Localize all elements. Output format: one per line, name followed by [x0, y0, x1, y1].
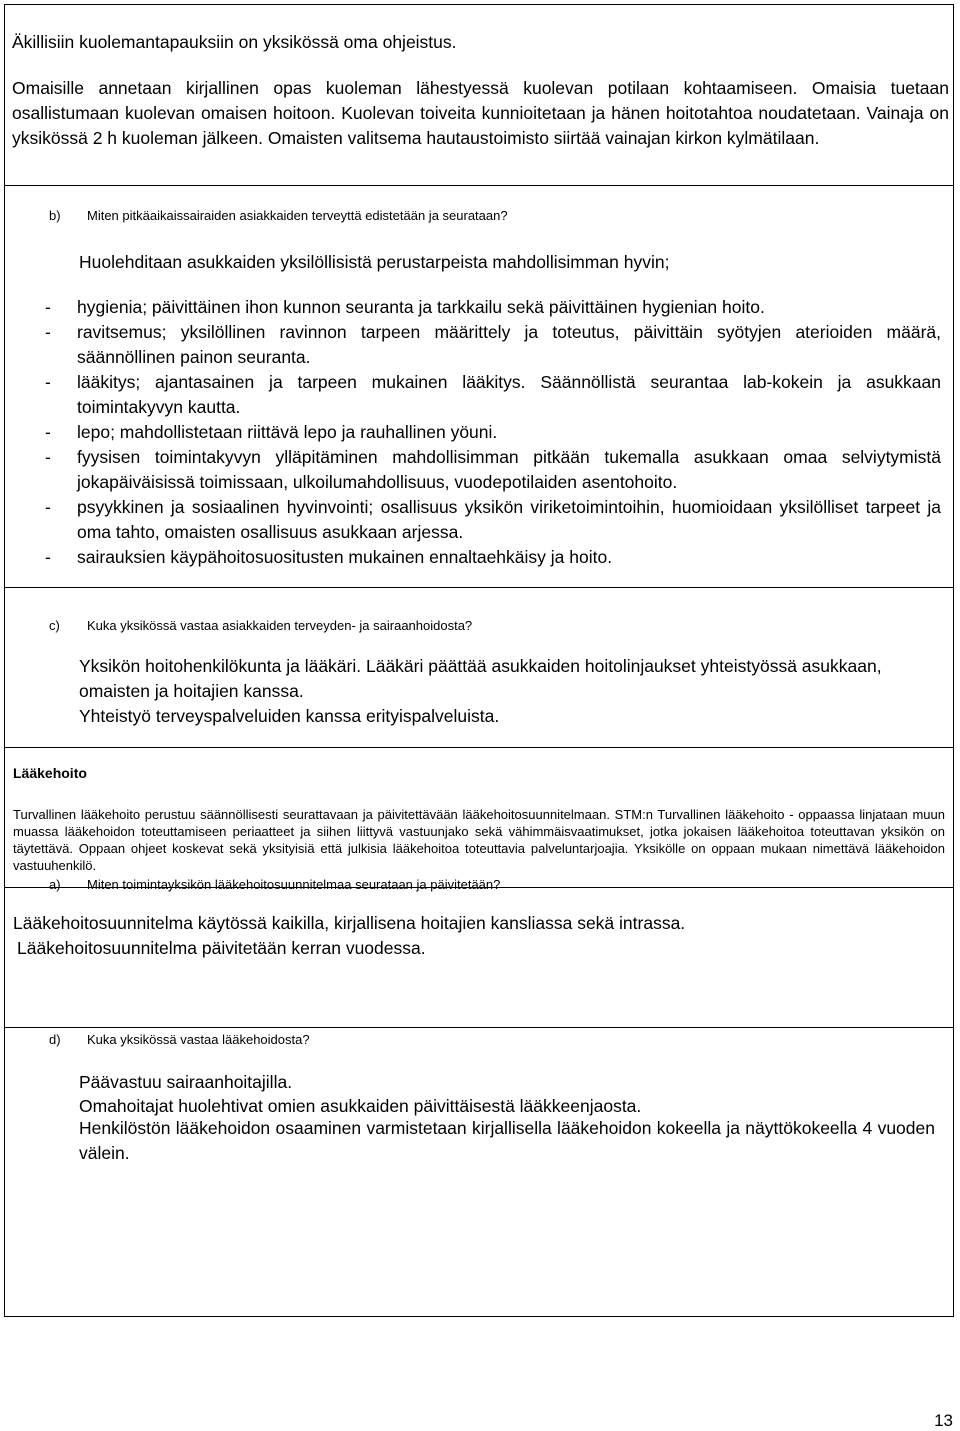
list-item: - lääkitys; ajantasainen ja tarpeen mukainen lääkitys. Säännöllistä seurantaa lab-kokein ja asukkaan toimintakyvyn kautta. [45, 372, 941, 417]
section-medication [4, 747, 954, 887]
list-item: - fyysisen toimintakyvyn ylläpitäminen mahdollisimman pitkään tukemalla asukkaan omaa selviytymistä jokapäiväisissä toimissaan, ulkoilumahdollisuus, vuodepotilaiden asentohoito. [45, 447, 941, 492]
answer-paragraph-3: Henkilöstön lääkehoidon osaaminen varmistetaan kirjallisella lääkehoidon kokeella ja näyttökokeella 4 vuoden välein. [79, 1118, 935, 1163]
section-medication-plan [4, 877, 954, 1027]
question-letter: c) [49, 618, 60, 633]
section-medication-responsibility [4, 1027, 954, 1317]
answer-paragraph-1: Yksikön hoitohenkilökunta ja lääkäri. Lääkäri päättää asukkaiden hoitolinjaukset yhteistyössä asukkaan, omaisten ja hoitajien kanssa. [79, 656, 882, 701]
answer-paragraph-1: Lääkehoitosuunnitelma käytössä kaikilla, kirjallisena hoitajien kansliassa sekä intrassa. [13, 913, 686, 933]
section-health-responsibility [4, 587, 954, 747]
medication-paragraph: Turvallinen lääkehoito perustuu säännöllisesti seurattavaan ja päivitettävään lääkehoitosuunnitelmaan. STM:n Turvallinen lääkehoito - oppaassa linjataan muun muassa lääkehoidon toteuttamiseen periaatteet ja siihen liittyvä vastuunjako sekä vähimmäisvaatimukset, jotka jokaisen lääkehoitoa toteuttavan yksikön on täytettävä. Oppaan ohjeet koskevat sekä yksityisiä että julkisia lääkehoitoa toteuttavia palveluntarjoajia. Yksikölle on oppaan mukaan nimettävä lääkehoidon vastuuhenkilö. [13, 807, 945, 873]
answer-paragraph-1: Päävastuu sairaanhoitajilla. [79, 1072, 293, 1092]
list-item: - psyykkinen ja sosiaalinen hyvinvointi; osallisuus yksikön viriketoimintoihin, huomioidaan yksilölliset tarpeet ja oma tahto, omaisten osallisuus asukkaan arjessa. [45, 497, 941, 542]
answer-paragraph-2: Lääkehoitosuunnitelma päivitetään kerran vuodessa. [17, 938, 426, 958]
section-chronic-health [4, 185, 954, 587]
needs-list [45, 295, 941, 570]
relatives-paragraph: Omaisille annetaan kirjallinen opas kuoleman lähestyessä kuolevan potilaan kohtaamiseen. Omaisia tuetaan osallistumaan kuolevan omaisen hoitoon. Kuolevan toiveita kunnioitetaan ja hänen hoitotahtoa noudatetaan. Vainaja on yksikössä 2 h kuoleman jälkeen. Omaisten valitsema hautaustoimisto siirtää vainajan kirkon kylmätilaan. [12, 78, 949, 148]
section-end-of-life-care [4, 4, 954, 185]
page-number: 13 [934, 1411, 953, 1430]
list-item: - hygienia; päivittäinen ihon kunnon seuranta ja tarkkailu sekä päivittäinen hygienian hoito. [45, 297, 765, 317]
question-text: Kuka yksikössä vastaa asiakkaiden terveyden- ja sairaanhoidosta? [87, 618, 473, 633]
answer-paragraph-2: Yhteistyö terveyspalveluiden kanssa erityispalveluista. [79, 706, 500, 726]
question-letter: d) [49, 1032, 61, 1047]
question-text: Miten pitkäaikaissairaiden asiakkaiden terveyttä edistetään ja seurataan? [87, 208, 508, 223]
sudden-death-note: Äkillisiin kuolemantapauksiin on yksikössä oma ohjeistus. [12, 32, 457, 52]
question-text: Miten toimintayksikön lääkehoitosuunnitelmaa seurataan ja päivitetään? [87, 877, 501, 892]
question-letter: b) [49, 208, 61, 223]
list-item: - lepo; mahdollistetaan riittävä lepo ja rauhallinen yöuni. [45, 422, 498, 442]
answer-paragraph-2: Omahoitajat huolehtivat omien asukkaiden päivittäisestä lääkkeenjaosta. [79, 1096, 642, 1116]
question-letter: a) [49, 877, 61, 892]
list-item: - sairauksien käypähoitosuositusten mukainen ennaltaehkäisy ja hoito. [45, 547, 613, 567]
answer-lead: Huolehditaan asukkaiden yksilöllisistä perustarpeista mahdollisimman hyvin; [79, 252, 670, 272]
question-text: Kuka yksikössä vastaa lääkehoidosta? [87, 1032, 310, 1047]
section-heading: Lääkehoito [13, 765, 87, 781]
list-item: - ravitsemus; yksilöllinen ravinnon tarpeen määrittely ja toteutus, päivittäin syötyjen aterioiden määrä, säännöllinen painon seuranta. [45, 322, 941, 367]
